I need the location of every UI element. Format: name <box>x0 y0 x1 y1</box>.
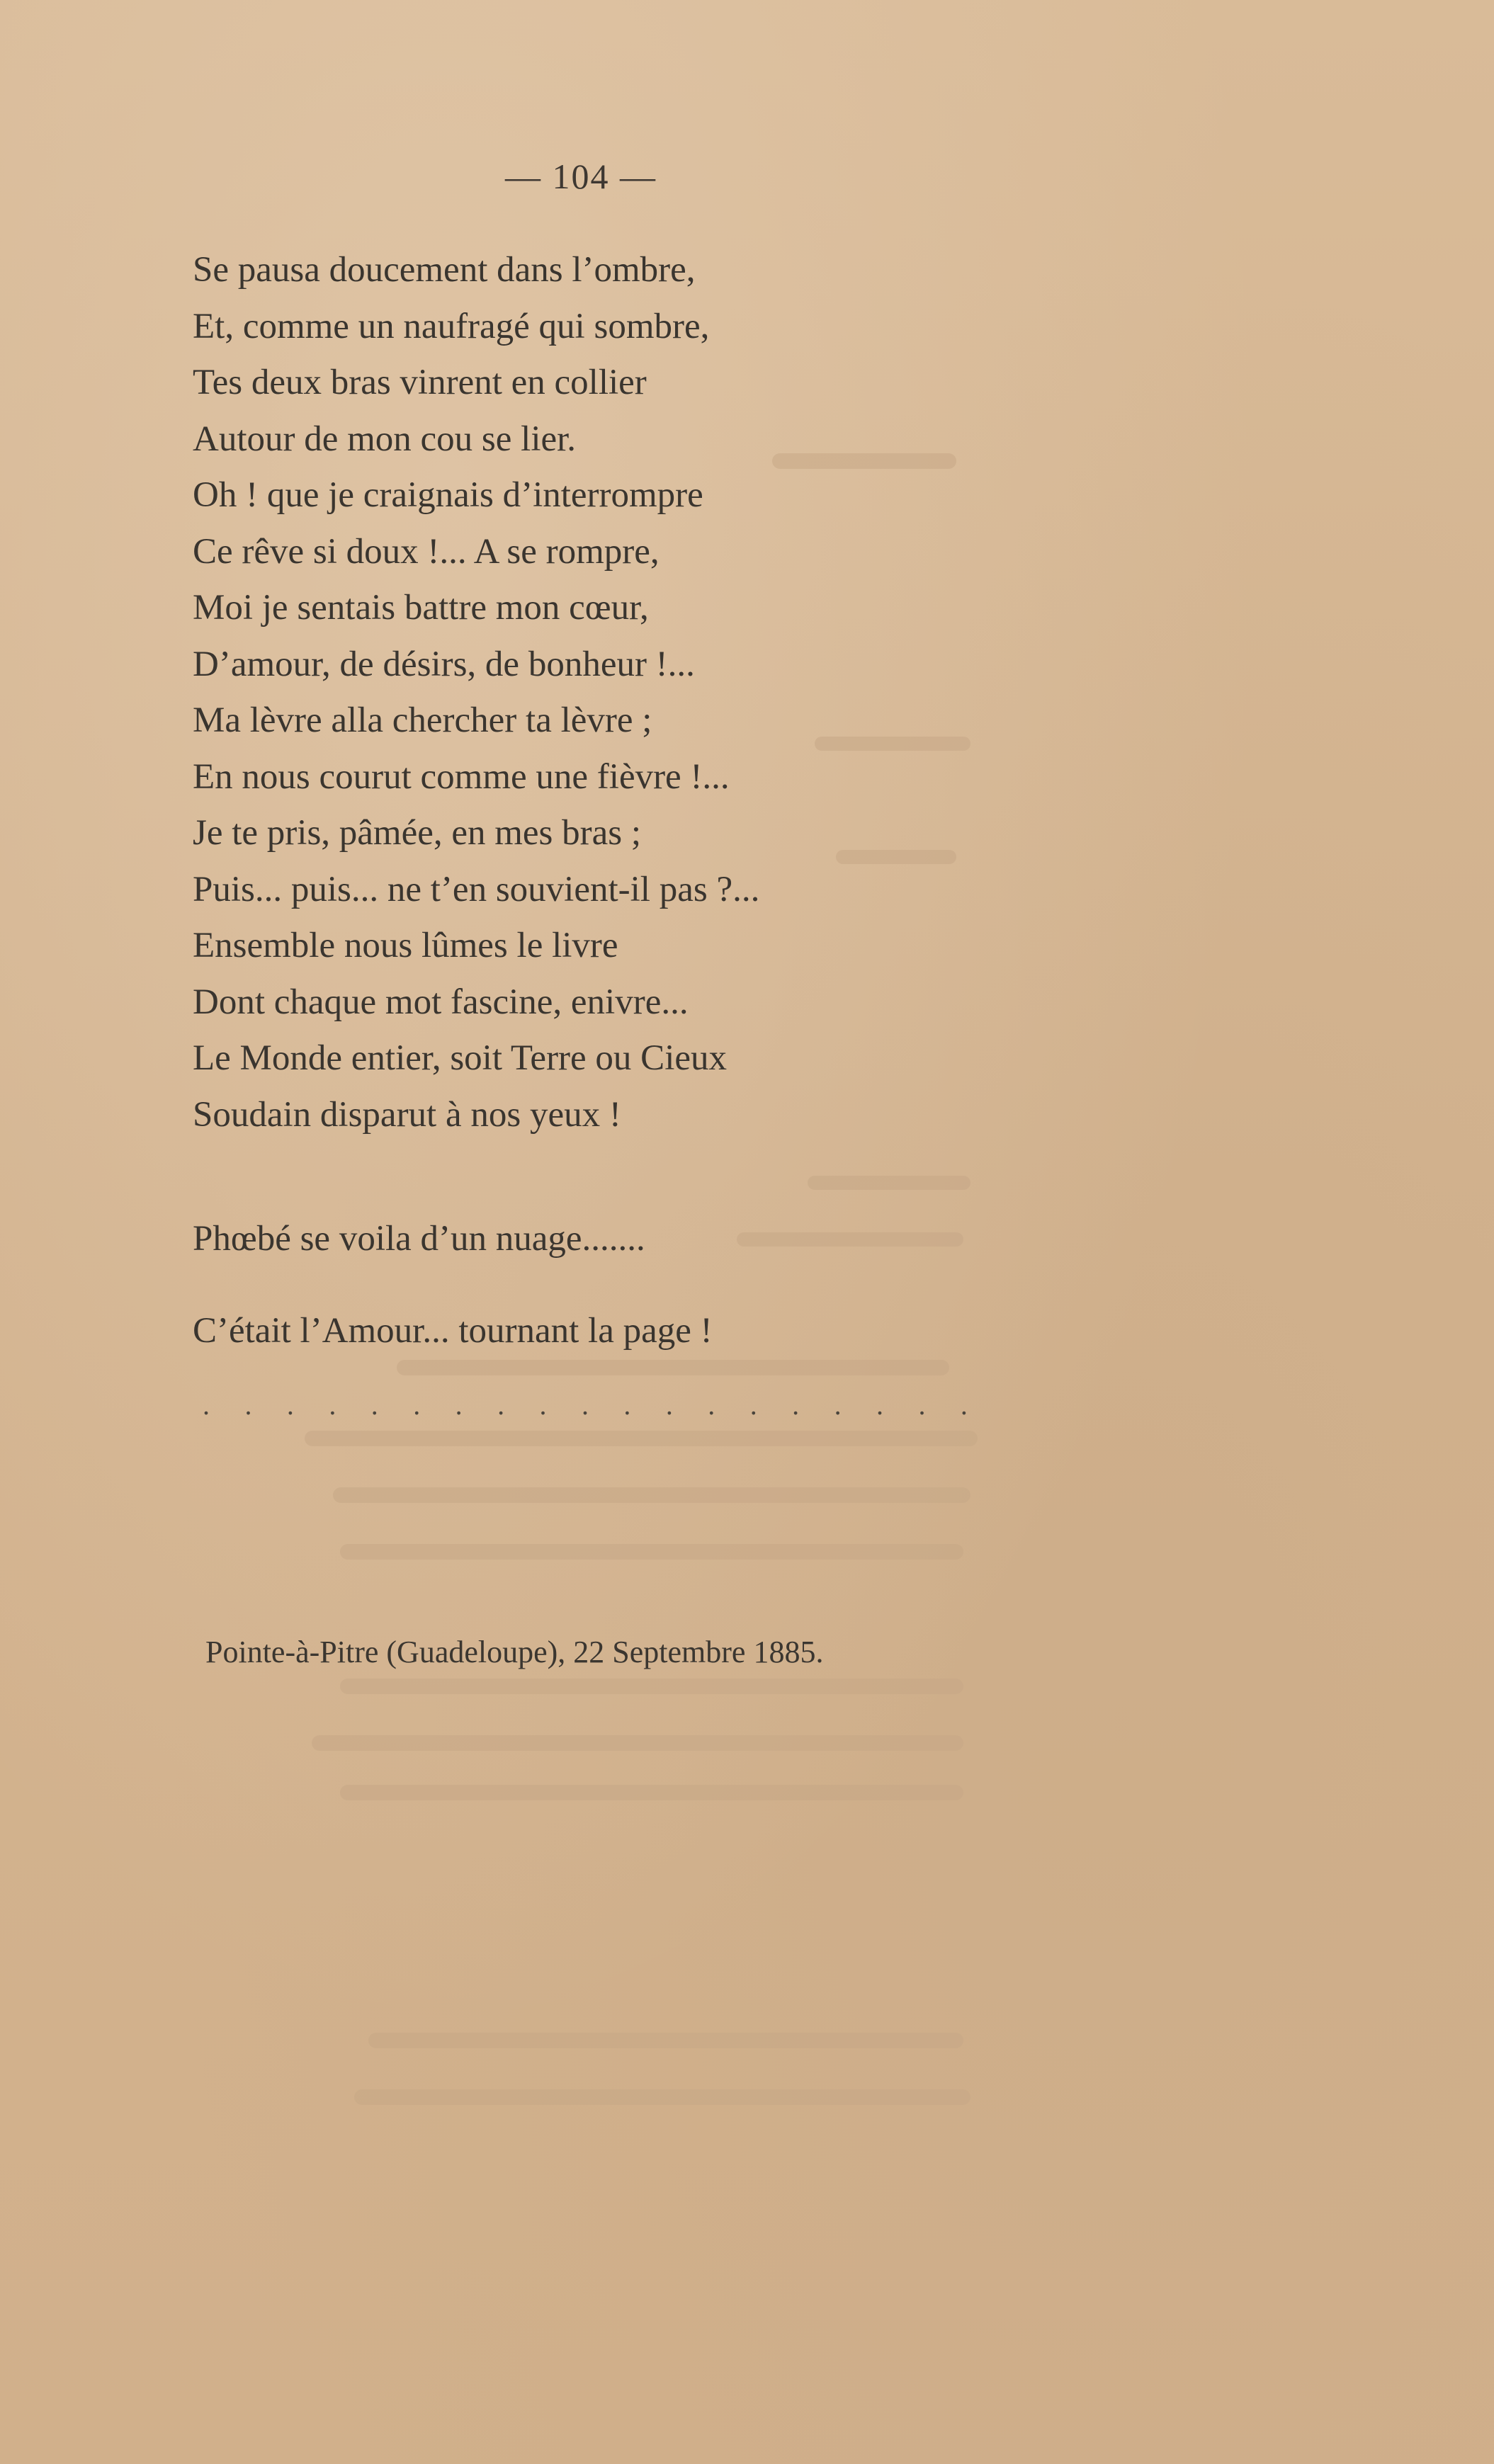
poem-line: Dont chaque mot fascine, enivre... <box>193 982 689 1022</box>
ellipsis-dot: . <box>834 1389 842 1421</box>
ellipsis-dot: . <box>413 1389 421 1421</box>
ellipsis-dot: . <box>455 1389 463 1421</box>
ellipsis-dot: . <box>960 1389 968 1421</box>
ellipsis-row <box>203 1388 968 1421</box>
ellipsis-dot: . <box>708 1389 715 1421</box>
ellipsis-dot: . <box>286 1389 294 1421</box>
ellipsis-dot: . <box>497 1389 505 1421</box>
poem-line: Et, comme un naufragé qui sombre, <box>193 306 710 346</box>
poem-line: Se pausa doucement dans l’ombre, <box>193 250 696 290</box>
ellipsis-dot: . <box>792 1389 800 1421</box>
ellipsis-dot: . <box>918 1389 926 1421</box>
ellipsis-dot: . <box>749 1389 757 1421</box>
poem-line: Tes deux bras vinrent en collier <box>193 363 647 402</box>
poem-line: Moi je sentais battre mon cœur, <box>193 588 649 628</box>
poem-line: En nous courut comme une fièvre !... <box>193 756 730 797</box>
ellipsis-dot: . <box>665 1389 673 1421</box>
poem-line: Soudain disparut à nos yeux ! <box>193 1094 621 1135</box>
place-date-signature: Pointe-à-Pitre (Guadeloupe), 22 Septembre 1885. <box>205 1635 824 1669</box>
ellipsis-dot: . <box>244 1389 252 1421</box>
ellipsis-dot: . <box>203 1389 210 1421</box>
poem-line: Le Monde entier, soit Terre ou Cieux <box>193 1038 727 1078</box>
ellipsis-dot: . <box>370 1389 378 1421</box>
poem-line: Ma lèvre alla chercher ta lèvre ; <box>193 700 652 740</box>
ellipsis-dot: . <box>623 1389 631 1421</box>
poem-line: Autour de mon cou se lier. <box>193 419 577 459</box>
poem-line: Puis... puis... ne t’en souvient-il pas ?... <box>193 869 760 909</box>
page-number: — 104 — <box>505 157 657 196</box>
ellipsis-dot: . <box>539 1389 547 1421</box>
poem-line: Je te pris, pâmée, en mes bras ; <box>193 813 642 853</box>
poem-stanza-3: C’était l’Amour... tournant la page ! <box>193 1311 713 1351</box>
poem-line: Ce rêve si doux !... A se rompre, <box>193 531 660 572</box>
poem-stanza-1 <box>193 242 759 1143</box>
poem-line: Oh ! que je craignais d’interrompre <box>193 475 703 515</box>
ellipsis-dot: . <box>329 1389 336 1421</box>
poem-line: Ensemble nous lûmes le livre <box>193 926 618 965</box>
ellipsis-dot: . <box>581 1389 589 1421</box>
poem-stanza-2: Phœbé se voila d’un nuage....... <box>193 1219 645 1259</box>
poem-line: D’amour, de désirs, de bonheur !... <box>193 644 695 684</box>
ellipsis-dot: . <box>876 1389 883 1421</box>
